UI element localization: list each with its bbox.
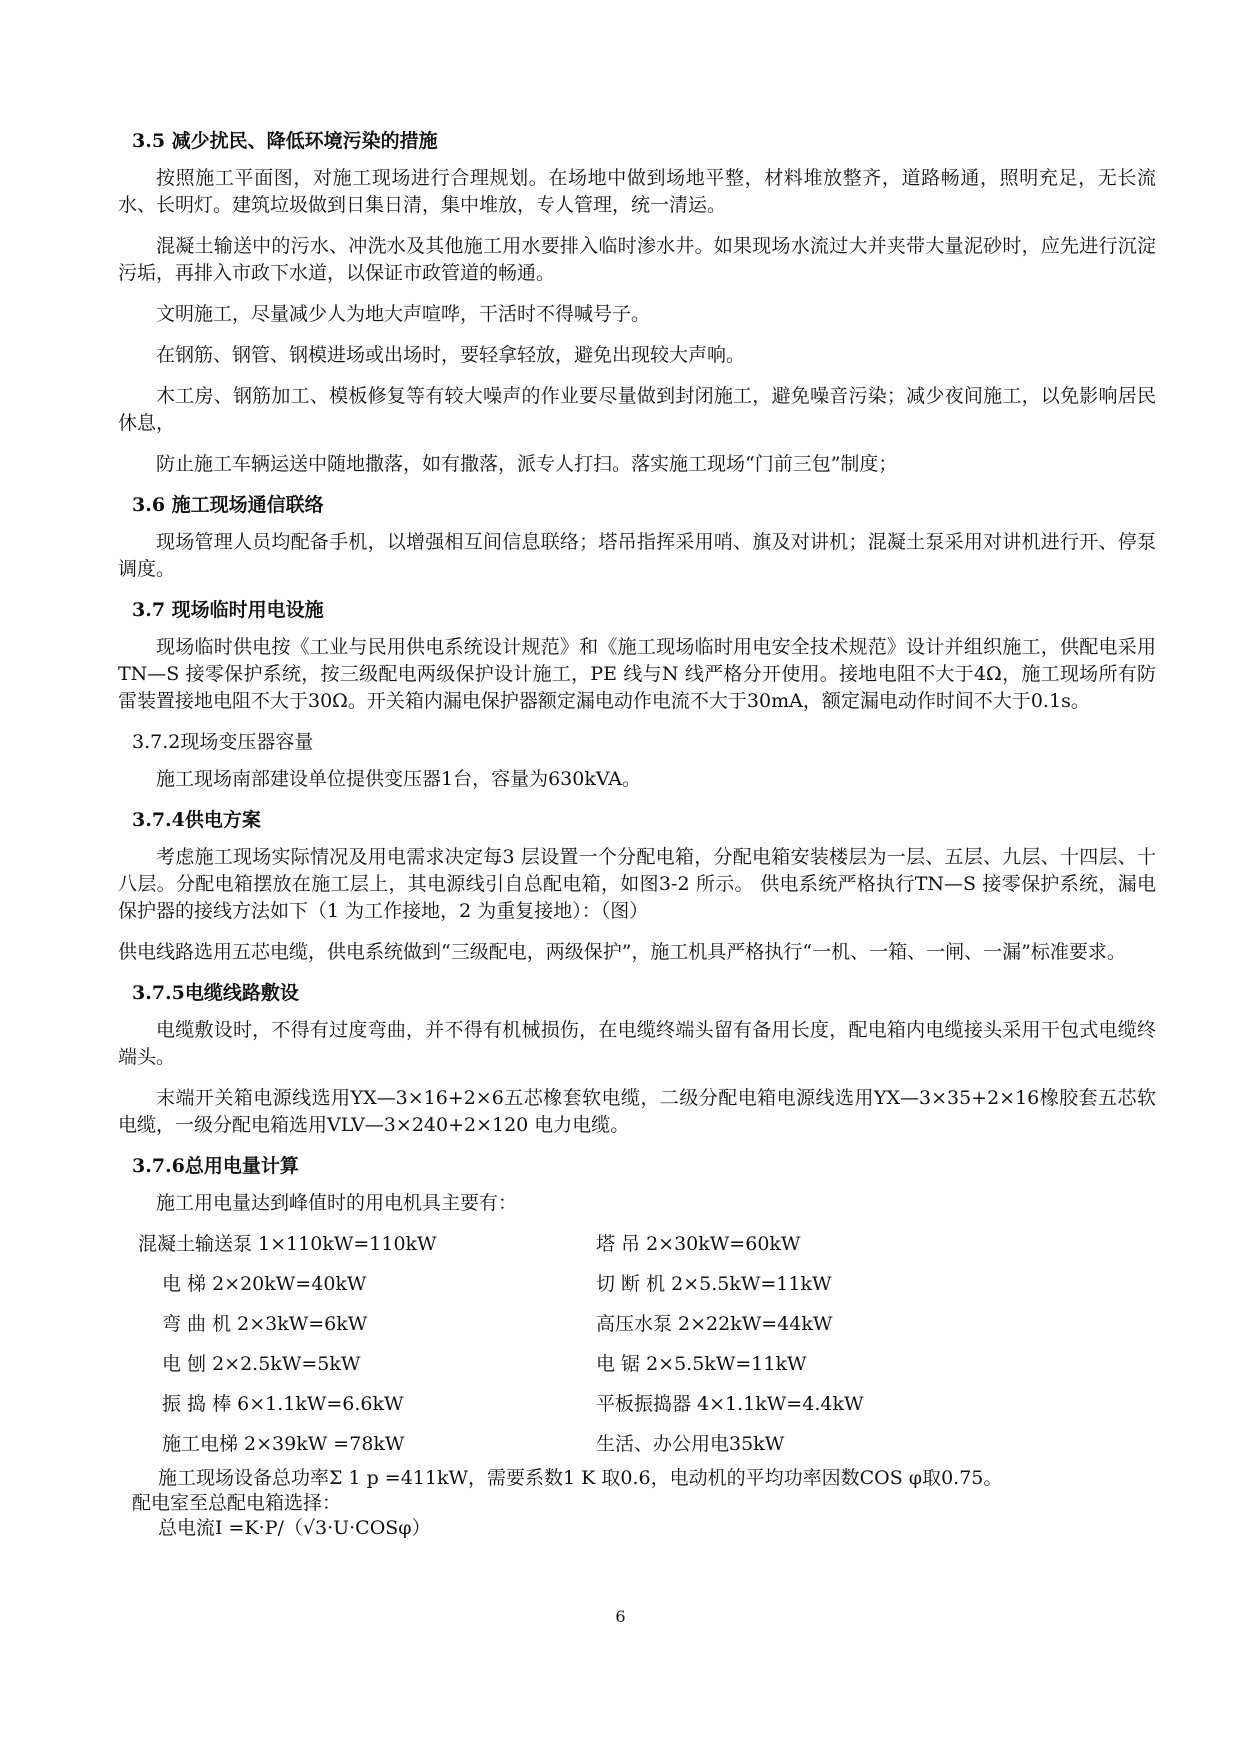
equipment-item: 电 锯 2×5.5kW=11kW bbox=[596, 1353, 807, 1375]
section-heading: 3.5 减少扰民、降低环境污染的措施 bbox=[132, 130, 438, 152]
paragraph: 现场管理人员均配备手机，以增强相互间信息联络；塔吊指挥采用哨、旗及对讲机；混凝土泵采用对讲机进行开、停泵调度。 bbox=[118, 531, 1156, 580]
paragraph: 施工用电量达到峰值时的用电机具主要有： bbox=[156, 1192, 518, 1214]
paragraph: 现场临时供电按《工业与民用供电系统设计规范》和《施工现场临时用电安全技术规范》设计并组织施工，供配电采用TN—S 接零保护系统，按三级配电两级保护设计施工，PE 线与N 线严格分开使用。接地电阻不大于4Ω，施工现场所有防雷装置接地电阻不大于30Ω。开关箱内漏电保护器额定漏电动作电流不大于30mA，额定漏电动作时间不大于0.1s。 bbox=[118, 636, 1156, 712]
equipment-item: 切 断 机 2×5.5kW=11kW bbox=[596, 1273, 832, 1295]
equipment-item: 高压水泵 2×22kW=44kW bbox=[596, 1313, 833, 1335]
paragraph: 按照施工平面图，对施工现场进行合理规划。在场地中做到场地平整，材料堆放整齐，道路畅通，照明充足，无长流水、长明灯。建筑垃圾做到日集日清，集中堆放，专人管理，统一清运。 bbox=[118, 167, 1156, 216]
equipment-item: 电 梯 2×20kW=40kW bbox=[162, 1273, 367, 1295]
paragraph: 施工现场南部建设单位提供变压器1台，容量为630kVA。 bbox=[156, 768, 642, 790]
equipment-item: 弯 曲 机 2×3kW=6kW bbox=[162, 1313, 368, 1335]
total-current-formula: 总电流I =K·P/（√3·U·COSφ） bbox=[158, 1517, 431, 1539]
section-list bbox=[118, 128, 1156, 1217]
paragraph: 末端开关箱电源线选用YX—3×16+2×6五芯橡套软电缆，二级分配电箱电源线选用YX—3×35+2×16橡胶套五芯软电缆，一级分配电箱选用VLV—3×240+2×120 电力电缆。 bbox=[118, 1087, 1156, 1136]
paragraph: 文明施工，尽量减少人为地大声喧哗，干活时不得喊号子。 bbox=[156, 303, 651, 325]
paragraph: 考虑施工现场实际情况及用电需求决定每3 层设置一个分配电箱，分配电箱安装楼层为一层、五层、九层、十四层、十八层。分配电箱摆放在施工层上，其电源线引自总配电箱，如图3-2 所示。 供电系统严格执行TN—S 接零保护系统，漏电保护器的接线方法如下（1 为工作接地，2 为重复接地）：（图） bbox=[118, 846, 1156, 922]
page-content bbox=[118, 128, 1156, 1541]
section-heading: 3.6 施工现场通信联络 bbox=[132, 494, 324, 516]
section-heading: 3.7 现场临时用电设施 bbox=[132, 599, 324, 621]
total-power-line: 施工现场设备总功率Σ 1 p =411kW，需要系数1 K 取0.6，电动机的平均功率因数COS φ取0.75。 bbox=[158, 1467, 1003, 1489]
equipment-item: 塔 吊 2×30kW=60kW bbox=[596, 1233, 801, 1255]
page-number: 6 bbox=[615, 1607, 626, 1626]
paragraph: 混凝土输送中的污水、冲洗水及其他施工用水要排入临时渗水井。如果现场水流过大并夹带大量泥砂时，应先进行沉淀污垢，再排入市政下水道，以保证市政管道的畅通。 bbox=[118, 235, 1156, 284]
section-heading: 3.7.4供电方案 bbox=[132, 809, 261, 831]
paragraph: 电缆敷设时，不得有过度弯曲，并不得有机械损伤，在电缆终端头留有备用长度，配电箱内电缆接头采用干包式电缆终端头。 bbox=[118, 1019, 1156, 1068]
section-heading: 3.7.2现场变压器容量 bbox=[132, 731, 314, 753]
paragraph: 防止施工车辆运送中随地撒落，如有撒落，派专人打扫。落实施工现场“门前三包”制度； bbox=[156, 453, 898, 475]
paragraph: 木工房、钢筋加工、模板修复等有较大噪声的作业要尽量做到封闭施工，避免噪音污染；减少夜间施工，以免影响居民休息， bbox=[118, 385, 1156, 434]
distribution-selection-line: 配电室至总配电箱选择： bbox=[132, 1492, 342, 1514]
equipment-item: 平板振捣器 4×1.1kW=4.4kW bbox=[596, 1393, 864, 1415]
equipment-item: 混凝土输送泵 1×110kW=110kW bbox=[138, 1233, 437, 1255]
section-heading: 3.7.5电缆线路敷设 bbox=[132, 982, 299, 1004]
equipment-item: 振 捣 棒 6×1.1kW=6.6kW bbox=[162, 1393, 404, 1415]
equipment-item: 施工电梯 2×39kW =78kW bbox=[162, 1433, 405, 1455]
paragraph: 供电线路选用五芯电缆，供电系统做到“三级配电，两级保护”，施工机具严格执行“一机、一箱、一闸、一漏”标准要求。 bbox=[118, 941, 1126, 963]
equipment-item: 生活、办公用电35kW bbox=[596, 1433, 785, 1455]
equipment-item: 电 刨 2×2.5kW=5kW bbox=[162, 1353, 361, 1375]
paragraph: 在钢筋、钢管、钢模进场或出场时，要轻拿轻放，避免出现较大声响。 bbox=[156, 344, 746, 366]
equipment-grid bbox=[138, 1231, 1156, 1458]
section-heading: 3.7.6总用电量计算 bbox=[132, 1155, 299, 1177]
